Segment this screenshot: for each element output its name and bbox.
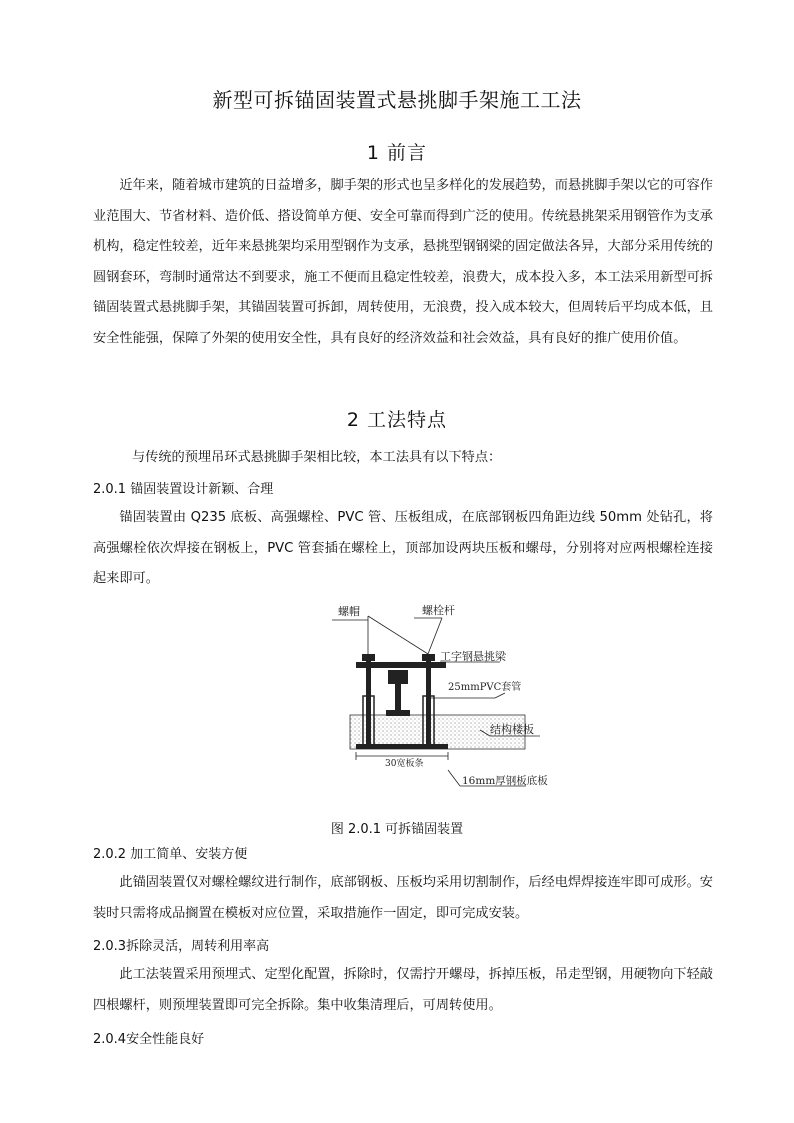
figure-caption: 图 2.0.1 可拆锚固装置 <box>330 822 464 837</box>
label-base-plate: 16mm厚钢板底板 <box>462 775 548 787</box>
section-2-intro: 与传统的预埋吊环式悬挑脚手架相比较，本工法具有以下特点： <box>132 450 502 465</box>
label-pvc-sleeve: 25mmPVC套管 <box>448 682 522 693</box>
label-width: 30宽板条 <box>385 759 424 769</box>
subsection-2-0-2-title: 2.0.2 加工简单、安装方便 <box>93 847 248 862</box>
section-2-heading: 2 工法特点 <box>346 409 448 431</box>
anchor-device-figure <box>330 598 580 808</box>
subsection-2-0-3-title: 2.0.3拆除灵活，周转利用率高 <box>93 939 270 954</box>
subsection-2-0-2-paragraph: 此锚固装置仅对螺栓螺纹进行制作，底部钢板、压板均采用切割制作，后经电焊焊接连牢即可成形。安装时只需将成品搁置在模板对应位置，采取措施作一固定，即可完成安装。 <box>93 875 713 921</box>
document-title: 新型可拆锚固装置式悬挑脚手架施工工法 <box>212 88 582 112</box>
press-plate <box>356 662 446 668</box>
label-slab: 结构楼板 <box>490 723 534 736</box>
i-beam-bottom-flange <box>386 710 410 716</box>
label-i-beam: 工字钢悬挑梁 <box>440 650 506 663</box>
label-bolt-rod: 螺栓杆 <box>422 604 455 617</box>
i-beam-web <box>395 684 401 712</box>
nut-right <box>422 654 435 661</box>
label-nut: 螺帽 <box>338 605 360 618</box>
section-1-paragraph: 近年来，随着城市建筑的日益增多，脚手架的形式也呈多样化的发展趋势，而悬挑脚手架以它的可容作业范围大、节省材料、造价低、搭设简单方便、安全可靠而得到广泛的使用。传统悬挑架采用钢管作为支承机构，稳定性较差，近年来悬挑架均采用型钢作为支承，悬挑型钢钢梁的固定做法各异，大部分采用传统的圆钢套环，弯制时通常达不到要求，施工不便而且稳定性较差，浪费大，成本投入多，本工法采用新型可拆锚固装置式悬挑脚手架，其锚固装置可拆卸，周转使用，无浪费，投入成本较大，但周转后平均成本低，且安全性能强，保障了外架的使用安全性，具有良好的经济效益和社会效益，具有良好的推广使用价值。 <box>93 178 713 346</box>
subsection-2-0-1-title: 2.0.1 锚固装置设计新颖、合理 <box>93 482 274 497</box>
section-1-heading: 1 前言 <box>366 142 428 164</box>
subsection-2-0-1-paragraph: 锚固装置由 Q235 底板、高强螺栓、PVC 管、压板组成，在底部钢板四角距边线 50mm 处钻孔，将高强螺栓依次焊接在钢板上，PVC 管套插在螺栓上，顶部加设两块压板和螺母，分别将对应两根螺栓连接起来即可。 <box>93 510 713 586</box>
nut-left <box>362 654 375 661</box>
bolt-rod-right <box>426 660 431 746</box>
subsection-2-0-4-title: 2.0.4安全性能良好 <box>93 1032 205 1047</box>
i-beam-top-flange <box>388 670 408 684</box>
subsection-2-0-3-paragraph: 此工法装置采用预埋式、定型化配置，拆除时，仅需拧开螺母，拆掉压板，吊走型钢，用硬物向下轻敲四根螺杆，则预埋装置即可完全拆除。集中收集清理后，可周转使用。 <box>93 967 713 1013</box>
bolt-rod-left <box>366 660 371 746</box>
